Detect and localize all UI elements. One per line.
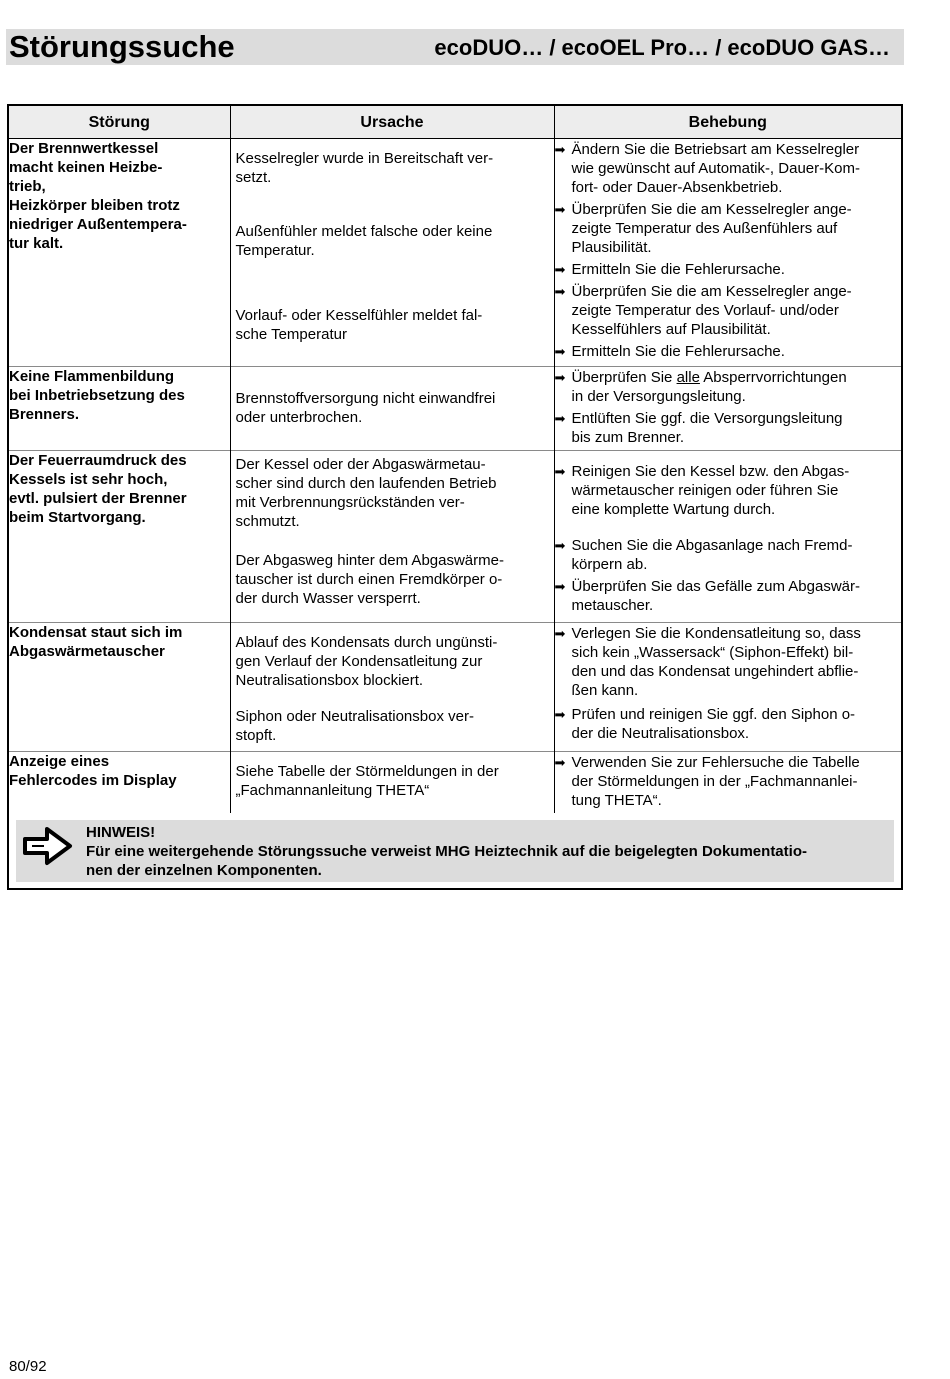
remedy-text: Prüfen und reinigen Sie ggf. den Siphon o- der die Neutralisationsbox. [571,706,856,742]
arrow-right-icon: ➡ [554,579,566,594]
list-item [555,368,902,406]
cause-cell [230,451,554,623]
fault-cell: Der Brennwertkessel macht keinen Heizbe- trieb, Heizkörper bleiben trotz niedriger Außentempera- tur kalt. [9,139,230,367]
cause-text: Siphon oder Neutralisationsbox ver- stopft. [235,708,474,744]
remedy-text: Verlegen Sie die Kondensatleitung so, dass sich kein „Wassersack“ (Siphon-Effekt) bil- den und das Kondensat ungehindert abflie- ßen kann. [571,625,861,699]
remedy-cell [554,752,901,814]
remedy-cell [554,139,901,367]
arrow-right-icon: ➡ [554,142,566,157]
list-item [555,260,902,279]
column-header-stoerung: Störung [9,106,230,139]
arrow-right-icon: ➡ [554,755,566,770]
cause-text: Ablauf des Kondensats durch ungünsti- gen Verlauf der Kondensatleitung zur Neutralisationsbox blockiert. [235,634,498,689]
remedy-text: Überprüfen Sie die am Kesselregler ange- zeigte Temperatur des Vorlauf- und/oder Kesselfühlers auf Plausibilität. [571,283,852,338]
arrow-right-icon: ➡ [554,464,566,479]
page-title: Störungssuche [9,29,235,64]
list-item [555,624,902,700]
remedy-cell [554,623,901,752]
arrow-right-icon: ➡ [554,411,566,426]
remedy-text: Überprüfen Sie das Gefälle zum Abgaswär- metauscher. [571,578,860,614]
list-item [555,342,902,361]
list-item [555,409,902,447]
troubleshooting-table-frame [7,104,903,890]
remedy-text: Entlüften Sie ggf. die Versorgungsleitung bis zum Brenner. [571,410,843,446]
remedy-text: Reinigen Sie den Kessel bzw. den Abgas- wärmetauscher reinigen oder führen Sie eine komplette Wartung durch. [571,463,850,518]
remedy-text: Überprüfen Sie die am Kesselregler ange- zeigte Temperatur des Außenfühlers auf Plausibilität. [571,201,852,256]
arrow-right-icon: ➡ [554,538,566,553]
remedy-text [572,368,847,406]
list-item [555,577,902,615]
table-row [9,623,901,752]
pointing-hand-icon [22,826,74,866]
fault-cell: Kondensat staut sich im Abgaswärmetauscher [9,623,230,752]
list-item [555,200,902,257]
page-subtitle: ecoDUO… / ecoOEL Pro… / ecoDUO GAS… [434,35,890,60]
arrow-right-icon: ➡ [554,202,566,217]
remedy-text-part: Überprüfen Sie [571,369,677,386]
arrow-right-icon: ➡ [554,344,566,359]
arrow-right-icon: ➡ [554,284,566,299]
arrow-right-icon: ➡ [554,370,566,385]
fault-cell: Der Feuerraumdruck des Kessels ist sehr hoch, evtl. pulsiert der Brenner beim Startvorgang. [9,451,230,623]
remedy-text: Ändern Sie die Betriebsart am Kesselregler wie gewünscht auf Automatik-, Dauer-Kom- fort- oder Dauer-Absenkbetrieb. [571,141,860,196]
cause-cell [230,139,554,367]
remedy-text: Suchen Sie die Abgasanlage nach Fremd- körpern ab. [571,537,853,573]
table-row [9,752,901,814]
remedy-cell [554,451,901,623]
cause-text: Der Kessel oder der Abgaswärmetau- scher sind durch den laufenden Betrieb mit Verbrennungsrückständen ver- schmutzt. [235,456,497,530]
arrow-right-icon: ➡ [554,707,566,722]
cause-cell [230,623,554,752]
list-item [555,536,902,574]
column-header-ursache: Ursache [230,106,554,139]
cause-text: Brennstoffversorgung nicht einwandfrei oder unterbrochen. [235,390,496,426]
page-header [6,29,904,65]
cause-cell [230,367,554,451]
fault-cell: Anzeige eines Fehlercodes im Display [9,752,230,814]
cause-text: Siehe Tabelle der Störmeldungen in der „Fachmannanleitung THETA“ [235,763,499,799]
note-text: Für eine weitergehende Störungssuche verweist MHG Heiztechnik auf die beigelegten Dokumentatio- nen der einzelnen Komponenten. [86,843,807,879]
table-row [9,139,901,367]
note-box [16,820,894,882]
arrow-right-icon: ➡ [554,626,566,641]
table-row [9,367,901,451]
remedy-cell [554,367,901,451]
table-header-row [9,106,901,139]
list-item [555,282,902,339]
list-item [555,462,902,519]
cause-cell [230,752,554,814]
cause-text: Vorlauf- oder Kesselfühler meldet fal- sche Temperatur [235,307,483,343]
troubleshooting-table [9,106,901,813]
page-number: 80/92 [9,1358,47,1375]
remedy-text-part: Absperrvorrichtungen in der Versorgungsleitung. [571,369,847,405]
arrow-right-icon: ➡ [554,262,566,277]
column-header-behebung: Behebung [554,106,901,139]
note-title: HINWEIS! [86,824,156,841]
remedy-text-emphasis: alle [676,369,700,386]
list-item [555,753,902,810]
list-item [555,140,902,197]
cause-text: Außenfühler meldet falsche oder keine Temperatur. [235,223,493,259]
list-item [555,705,902,743]
remedy-text: Verwenden Sie zur Fehlersuche die Tabelle der Störmeldungen in der „Fachmannanlei- tung THETA“. [571,754,860,809]
cause-text: Kesselregler wurde in Bereitschaft ver- setzt. [235,150,494,186]
cause-text: Der Abgasweg hinter dem Abgaswärme- tauscher ist durch einen Fremdkörper o- der durch Wasser versperrt. [235,552,504,607]
fault-cell: Keine Flammenbildung bei Inbetriebsetzung des Brenners. [9,367,230,451]
table-row [9,451,901,623]
remedy-text: Ermitteln Sie die Fehlerursache. [571,261,785,278]
remedy-text: Ermitteln Sie die Fehlerursache. [571,343,785,360]
